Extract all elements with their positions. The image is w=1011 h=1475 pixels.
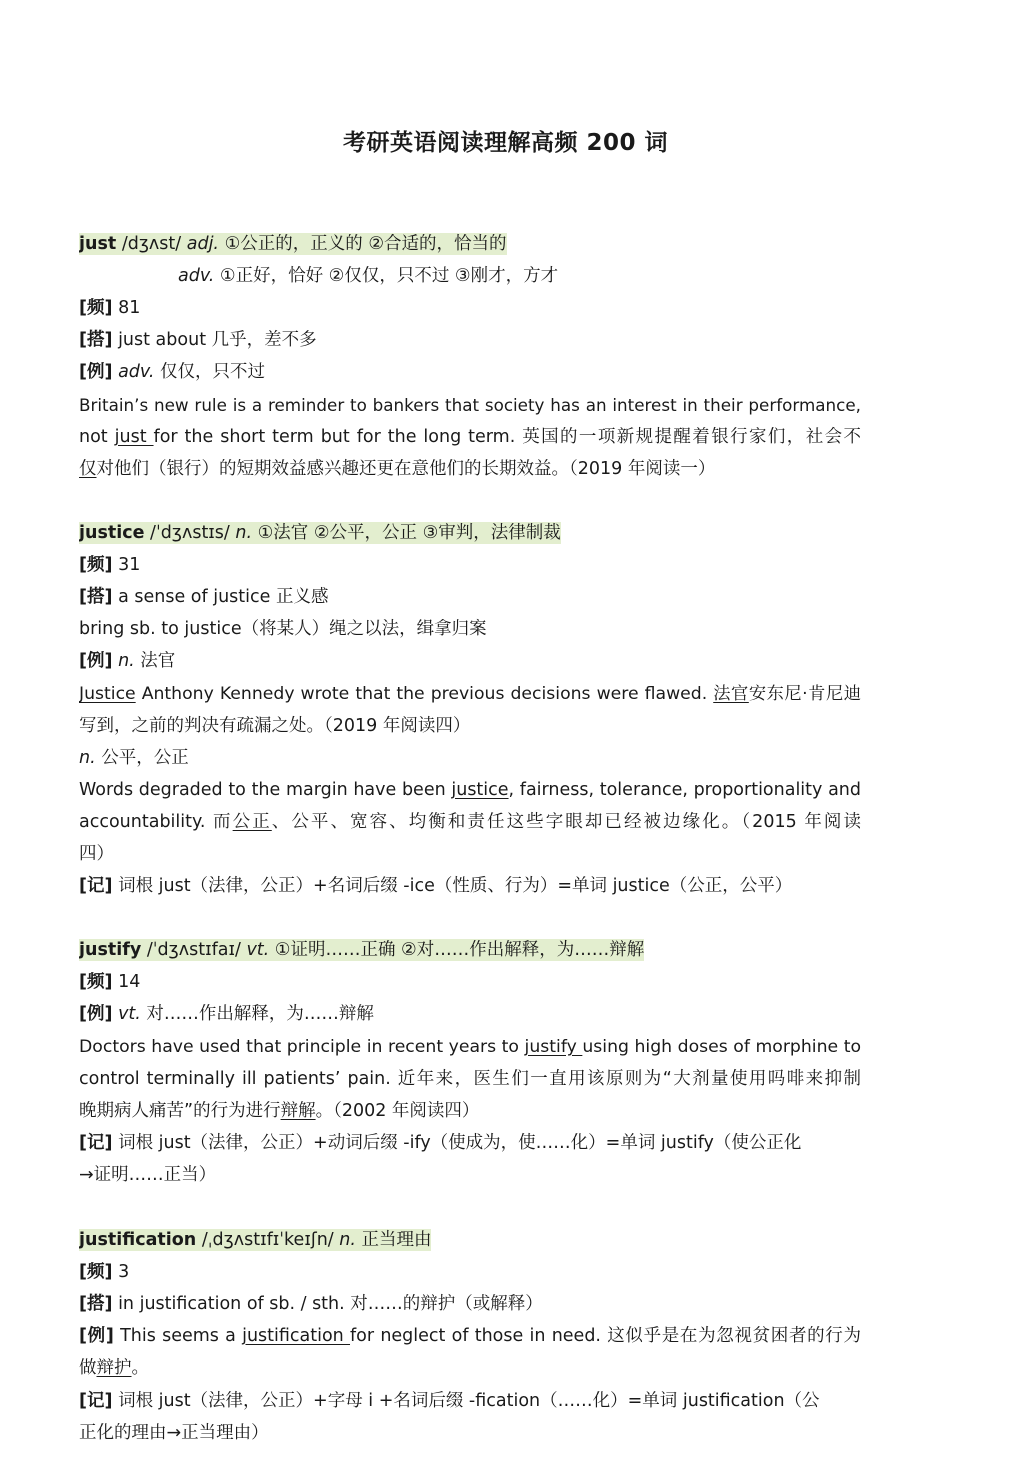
memory-line: 正化的理由→正当理由） [79,1423,269,1443]
part-of-speech: n. [79,748,96,768]
memory-text: 词根 just（法律，公正）+字母 i +名词后缀 -fication（……化）=单词 justification（公 [112,1391,820,1411]
example-tag: [例] [79,651,113,671]
memory-tag: [记] [79,876,113,896]
example-translation-line: 四） [79,844,114,864]
phonetic: /ˌdʒʌstɪfɪˈkeɪʃn/ [196,1230,340,1250]
part-of-speech: n. [112,651,135,671]
collocation-line [79,1288,861,1320]
example-text: , fairness, tolerance, proportionality and [508,780,861,800]
definition: ①法官 ②公平，公正 ③审判，法律制裁 [252,523,561,543]
example-text: This seems a [113,1326,243,1346]
entry-headword-justify [79,934,861,966]
headword-highlight [79,939,644,961]
example-text: not [79,427,115,447]
frequency-line [79,966,861,998]
headword-highlight [79,522,561,544]
part-of-speech: n. [235,523,253,543]
phonetic: /ˈdʒʌstɪfaɪ/ [141,940,247,960]
example-text: Anthony Kennedy wrote that the previous decisions were flawed. [135,684,714,704]
memory-line [79,1127,861,1159]
underlined-word: just [114,427,154,447]
example-header-line [79,998,861,1030]
collocation-line: bring sb. to justice（将某人）绳之以法，缉拿归案 [79,619,487,639]
example-translation-line [79,806,861,838]
example-translation-line [79,1095,861,1127]
frequency-value: 81 [112,298,141,318]
frequency-line [79,292,861,324]
example-meaning: 仅仅，只不过 [154,362,265,382]
headword: justify [79,940,142,960]
memory-text: 词根 just（法律，公正）+名词后缀 -ice（性质、行为）=单词 justice（公正，公平） [112,876,793,896]
example-tag: [例] [79,1326,114,1346]
example-text: for the short term but for the long term. 英国的一项新规提醒着银行家们，社会不 [153,427,861,447]
example-sentence-line: control terminally ill patients’ pain. 近年来，医生们一直用该原则为“大剂量使用吗啡来抑制 [79,1069,861,1089]
frequency-tag: [频] [79,1262,113,1282]
headword: justification [79,1230,197,1250]
collocation-text: in justification of sb. / sth. 对……的辩护（或解释） [112,1294,543,1314]
entry-headword-justice [79,517,861,549]
memory-line [79,1385,861,1417]
collocation-text: a sense of justice 正义感 [112,587,329,607]
adv-definition-line [178,260,960,292]
collocation-tag: [搭] [79,587,113,607]
example-sentence-line [79,774,861,806]
example-text: 、公平、宽容、均衡和责任这些字眼却已经被边缘化。（2015 年阅读 [271,812,861,832]
definition: 公平，公正 [95,748,189,768]
memory-tag: [记] [79,1391,113,1411]
example-sentence-line [79,1031,861,1063]
example-text: accountability. 而 [79,812,233,832]
example-tag: [例] [79,362,113,382]
example-sentence-line [79,678,861,710]
collocation-tag: [搭] [79,1294,113,1314]
memory-line [79,870,861,902]
frequency-line [79,1256,861,1288]
collocation-line [79,324,861,356]
example-meaning: 对……作出解释，为……辩解 [140,1004,374,1024]
example-translation-line: 写到，之前的判决有疏漏之处。（2019 年阅读四） [79,716,471,736]
example-text: Words degraded to the margin have been [79,780,452,800]
collocation-tag: [搭] [79,330,113,350]
example-text: 对他们（银行）的短期效益感兴趣还更在意他们的长期效益。（2019 年阅读一） [96,459,716,479]
example-sentence-line [79,1320,861,1352]
definition: ①正好，恰好 ②仅仅，只不过 ③刚才，方才 [214,266,559,286]
frequency-tag: [频] [79,555,113,575]
frequency-tag: [频] [79,298,113,318]
headword-highlight [79,233,507,255]
example-text: using high doses of morphine to [582,1037,861,1057]
collocation-text: just about 几乎，差不多 [112,330,317,350]
underlined-word: 法官 [713,684,749,704]
example-header-line [79,645,861,677]
part-of-speech: adj. [186,234,219,254]
frequency-value: 31 [112,555,141,575]
example-header-line [79,356,861,388]
memory-text: 词根 just（法律，公正）+动词后缀 -ify（使成为，使……化）=单词 justify（使公正化 [112,1133,802,1153]
frequency-value: 14 [112,972,141,992]
part-of-speech: adv. [112,362,155,382]
underlined-word: justify [524,1037,583,1057]
phonetic: /ˈdʒʌstɪs/ [144,523,236,543]
example-text: Doctors have used that principle in recent years to [79,1037,525,1057]
example-translation-line [79,1352,861,1384]
part-of-speech: adv. [178,266,215,286]
entry-headword-justification [79,1224,861,1256]
underlined-word: justice [451,780,509,800]
example-text: 安东尼·肯尼迪 [748,684,861,704]
part-of-speech: n. [339,1230,356,1250]
frequency-line [79,549,861,581]
example-text: 。 [131,1358,149,1378]
frequency-tag: [频] [79,972,113,992]
part-of-speech: vt. [112,1004,141,1024]
entry-headword-just [79,228,861,260]
part-of-speech: vt. [246,940,270,960]
definition: ①公正的，正义的 ②合适的，恰当的 [219,234,507,254]
headword-highlight [79,1229,431,1251]
collocation-line [79,581,861,613]
example-text: for neglect of those in need. 这似乎是在为忽视贫困者的行为 [350,1326,861,1346]
underlined-word: justification [242,1326,351,1346]
example-translation-line [79,453,861,485]
memory-line: →证明……正当） [79,1165,217,1185]
example-sentence-line [79,421,861,453]
sub-definition-line [79,742,861,774]
definition: ①证明……正确 ②对……作出解释，为……辩解 [269,940,645,960]
headword: just [79,234,117,254]
underlined-word: 辩解 [280,1101,316,1121]
page-title: 考研英语阅读理解高频 200 词 [342,130,669,156]
underlined-word: 公正 [232,812,272,832]
headword: justice [79,523,145,543]
phonetic: /dʒʌst/ [116,234,187,254]
example-meaning: 法官 [134,651,176,671]
memory-tag: [记] [79,1133,113,1153]
example-sentence-line: Britain’s new rule is a reminder to bankers that society has an interest in their performance, [79,395,861,415]
underlined-word: 仅 [79,459,97,479]
example-tag: [例] [79,1004,113,1024]
example-text: 晚期病人痛苦”的行为进行 [79,1101,281,1121]
example-text: 做 [79,1358,97,1378]
underlined-word: Justice [79,684,136,704]
example-text: 。（2002 年阅读四） [315,1101,480,1121]
underlined-word: 辩护 [96,1358,132,1378]
frequency-value: 3 [112,1262,130,1282]
definition: 正当理由 [355,1230,432,1250]
